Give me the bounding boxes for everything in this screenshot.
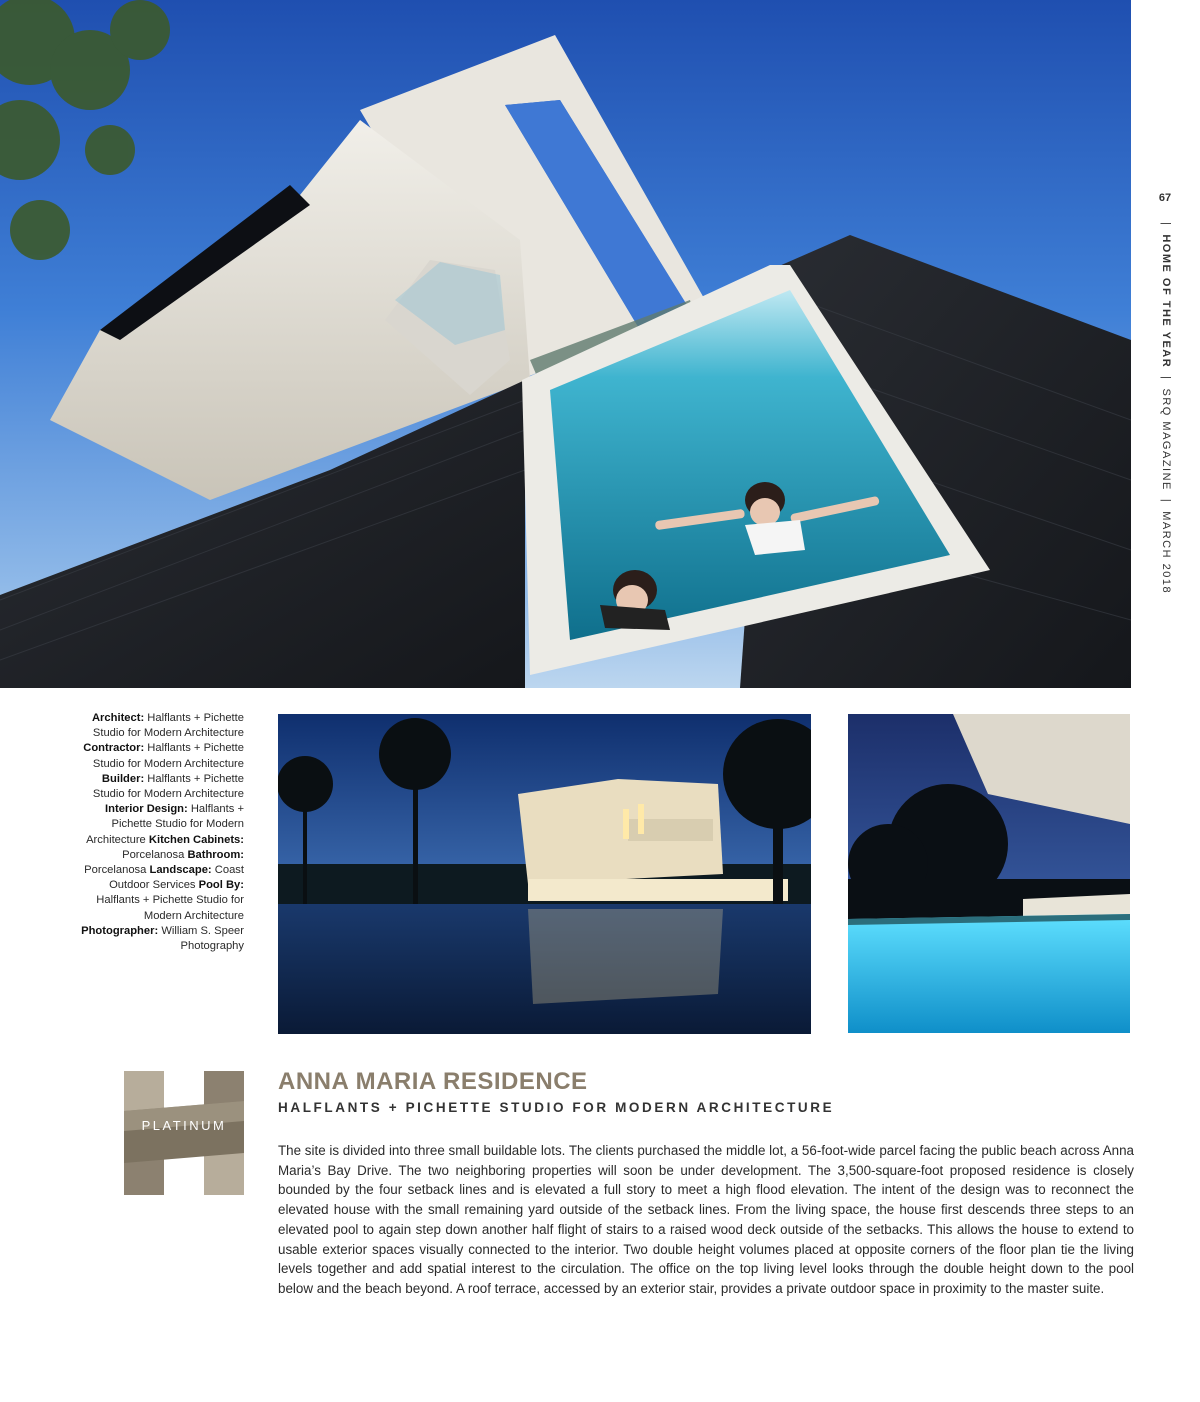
credit-name: William S. Speer Photography bbox=[161, 924, 244, 953]
article-body: The site is divided into three small buildable lots. The clients purchased the middle lot, a 56-foot-wide parcel facing the public beach across Anna Maria’s Bay Drive. The two neighboring properties will soon be under development. The 3,500-square-foot proposed residence is closely bounded by the four setback lines and is elevated a full story to meet a high flood elevation. The intent of the design was to reconnect the elevated house with the small remaining yard outside of the setback lines. From the living space, the house first descends three steps to an elevated pool to again step down another half flight of stairs to a raised wood deck outside of the setbacks. This allows the house to extend to usable exterior spaces visually connected to the interior. Two double height volumes placed at opposite corners of the floor plan tie the living levels together and add spatial interest to the circulation. The office on the top living level looks through the double height down to the pool below and the beach beyond. A roof terrace, accessed by an exterior stair, provides a private outdoor space in proximity to the master suite. bbox=[278, 1143, 1134, 1296]
award-level: PLATINUM bbox=[141, 1118, 227, 1133]
credit-role: Landscape: bbox=[149, 864, 212, 877]
credit-name: Porcelanosa bbox=[122, 848, 185, 861]
hero-photo-illustration bbox=[0, 0, 1131, 688]
credit-role: Contractor: bbox=[83, 742, 145, 755]
section-name: HOME OF THE YEAR bbox=[1160, 234, 1172, 369]
credit-role: Kitchen Cabinets: bbox=[148, 833, 244, 846]
credit-name: Halflants + Pichette Studio for Modern Architecture bbox=[92, 712, 244, 740]
credit-role: Bathroom: bbox=[187, 848, 244, 861]
project-credits bbox=[80, 711, 244, 954]
credit-name: Halflants + Pichette Studio for Modern Architecture bbox=[92, 742, 244, 770]
credit-role: Interior Design: bbox=[105, 803, 188, 816]
credit-name: Coast Outdoor Services bbox=[109, 864, 244, 892]
platinum-award-h-icon bbox=[124, 1071, 244, 1195]
magazine-name: SRQ MAGAZINE bbox=[1160, 388, 1172, 491]
pool-dusk-photo bbox=[848, 714, 1130, 1033]
credit-name: Porcelanosa bbox=[84, 864, 147, 877]
credit-role: Pool By: bbox=[198, 879, 244, 892]
issue-date: MARCH 2018 bbox=[1160, 511, 1172, 595]
side-rail bbox=[1131, 0, 1200, 1402]
credit-name: Halflants + Pichette Studio for Modern Architecture bbox=[92, 772, 244, 801]
dusk-exterior-photo bbox=[278, 714, 811, 1034]
article-title: ANNA MARIA RESIDENCE bbox=[278, 1068, 588, 1095]
tree-foliage bbox=[0, 0, 170, 260]
page-number: 67 bbox=[1158, 192, 1172, 204]
running-head: |HOME OF THE YEAR|SRQ MAGAZINE|MARCH 2018 bbox=[1160, 222, 1172, 595]
credit-name: Halflants + Pichette Studio for Modern Architecture bbox=[86, 803, 244, 846]
credit-role: Architect: bbox=[91, 712, 145, 724]
article-subtitle: HALFLANTS + PICHETTE STUDIO FOR MODERN ARCHITECTURE bbox=[278, 1100, 835, 1115]
credit-role: Builder: bbox=[101, 772, 145, 785]
hero-photo bbox=[0, 0, 1131, 688]
credit-name: Halflants + Pichette Studio for Modern Architecture bbox=[96, 894, 244, 922]
credit-role: Photographer: bbox=[81, 924, 159, 937]
